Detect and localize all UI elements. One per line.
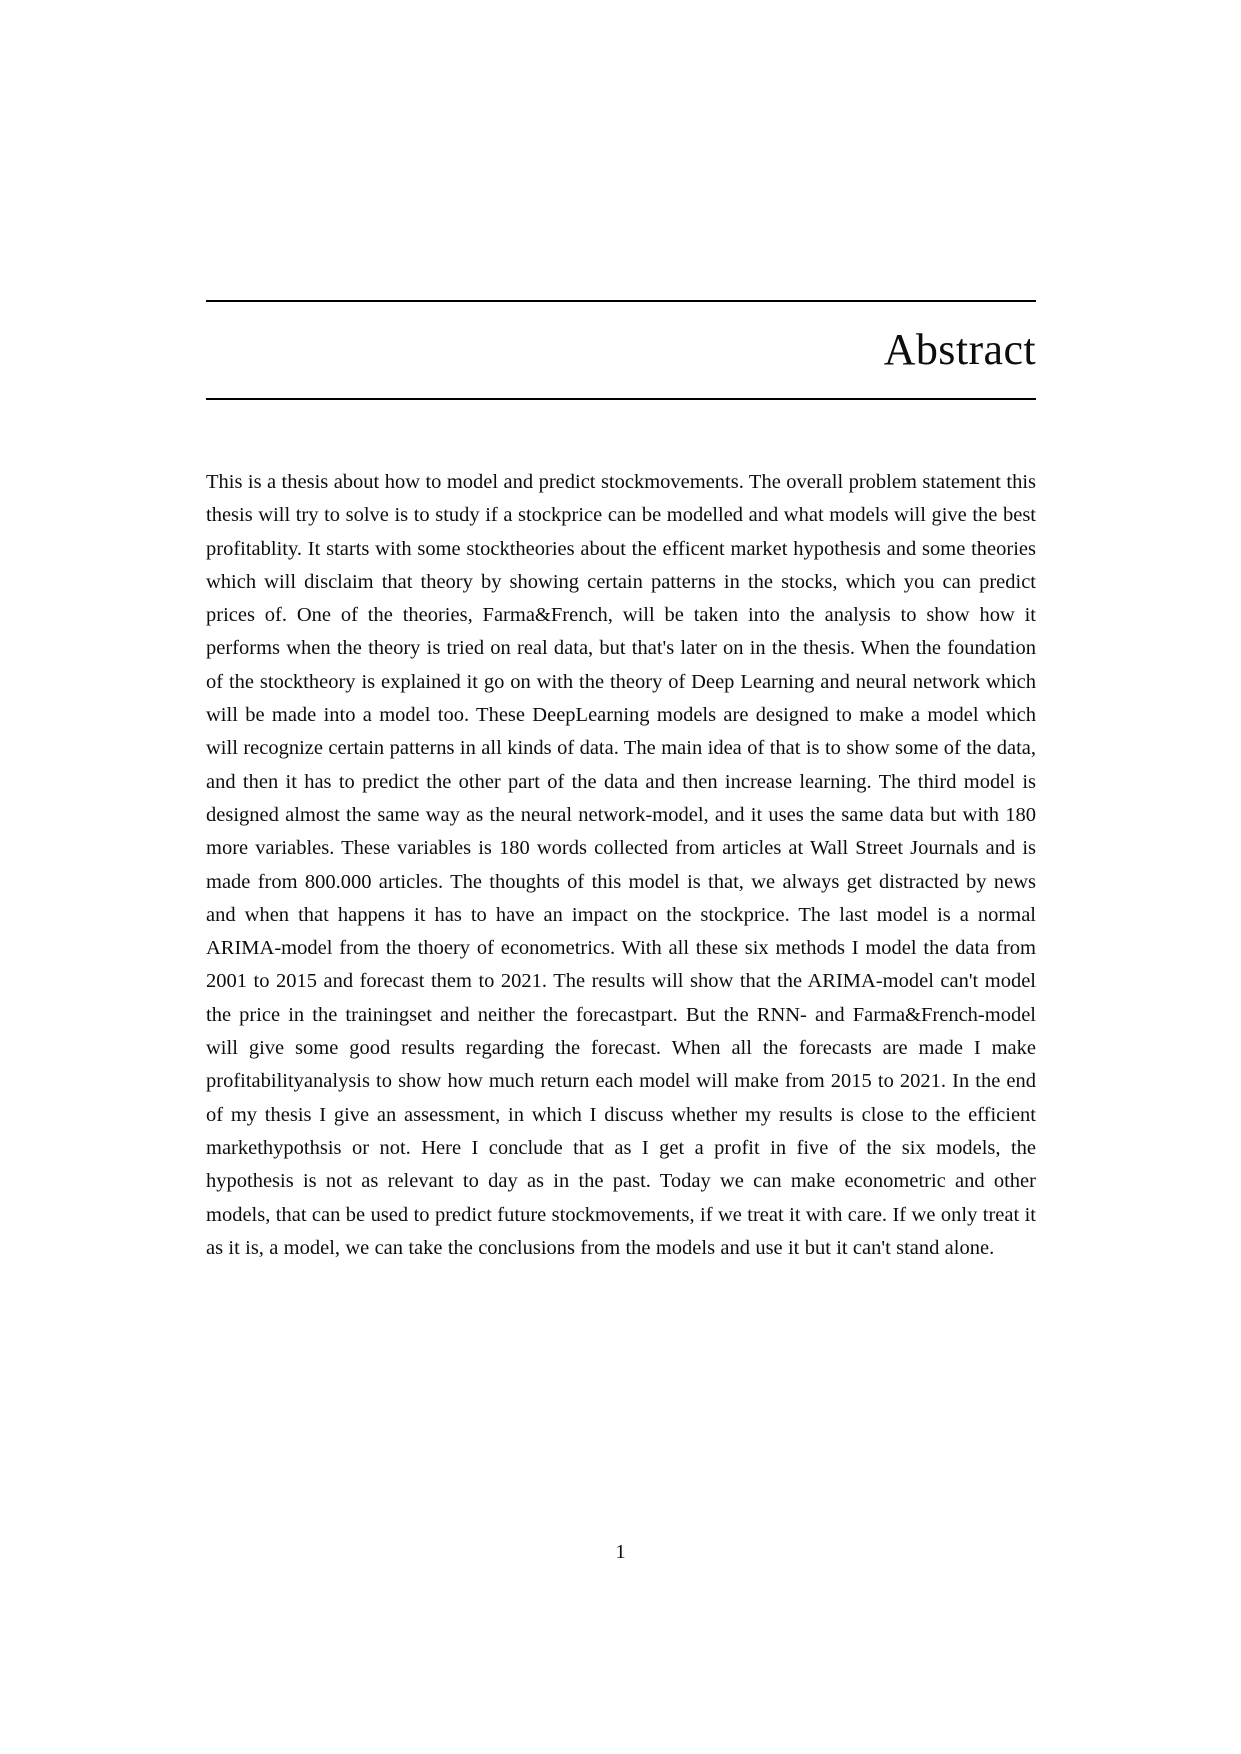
chapter-heading-block <box>206 300 1036 400</box>
abstract-paragraph: This is a thesis about how to model and predict stockmovements. The overall problem statement this thesis will try to solve is to study if a stockprice can be modelled and what models will give the best profitablity. It starts with some stocktheories about the efficent market hypothesis and some theories which will disclaim that theory by showing certain patterns in the stocks, which you can predict prices of. One of the theories, Farma&French, will be taken into the analysis to show how it performs when the theory is tried on real data, but that's later on in the thesis. When the foundation of the stocktheory is explained it go on with the theory of Deep Learning and neural network which will be made into a model too. These DeepLearning models are designed to make a model which will recognize certain patterns in all kinds of data. The main idea of that is to show some of the data, and then it has to predict the other part of the data and then increase learning. The third model is designed almost the same way as the neural network-model, and it uses the same data but with 180 more variables. These variables is 180 words collected from articles at Wall Street Journals and is made from 800.000 articles. The thoughts of this model is that, we always get distracted by news and when that happens it has to have an impact on the stockprice. The last model is a normal ARIMA-model from the thoery of econometrics. With all these six methods I model the data from 2001 to 2015 and forecast them to 2021. The results will show that the ARIMA-model can't model the price in the trainingset and neither the forecastpart. But the RNN- and Farma&French-model will give some good results regarding the forecast. When all the forecasts are made I make profitabilityanalysis to show how much return each model will make from 2015 to 2021. In the end of my thesis I give an assessment, in which I discuss whether my results is close to the efficient markethypothsis or not. Here I conclude that as I get a profit in five of the six models, the hypothesis is not as relevant to day as in the past. Today we can make econometric and other models, that can be used to predict future stockmovements, if we treat it with care. If we only treat it as it is, a model, we can take the conclusions from the models and use it but it can't stand alone. <box>206 471 1036 1259</box>
page-title: Abstract <box>883 325 1036 375</box>
page-content-frame <box>206 0 1036 1754</box>
heading-rule-bottom <box>206 398 1036 400</box>
page-number: 1 <box>615 1541 626 1563</box>
